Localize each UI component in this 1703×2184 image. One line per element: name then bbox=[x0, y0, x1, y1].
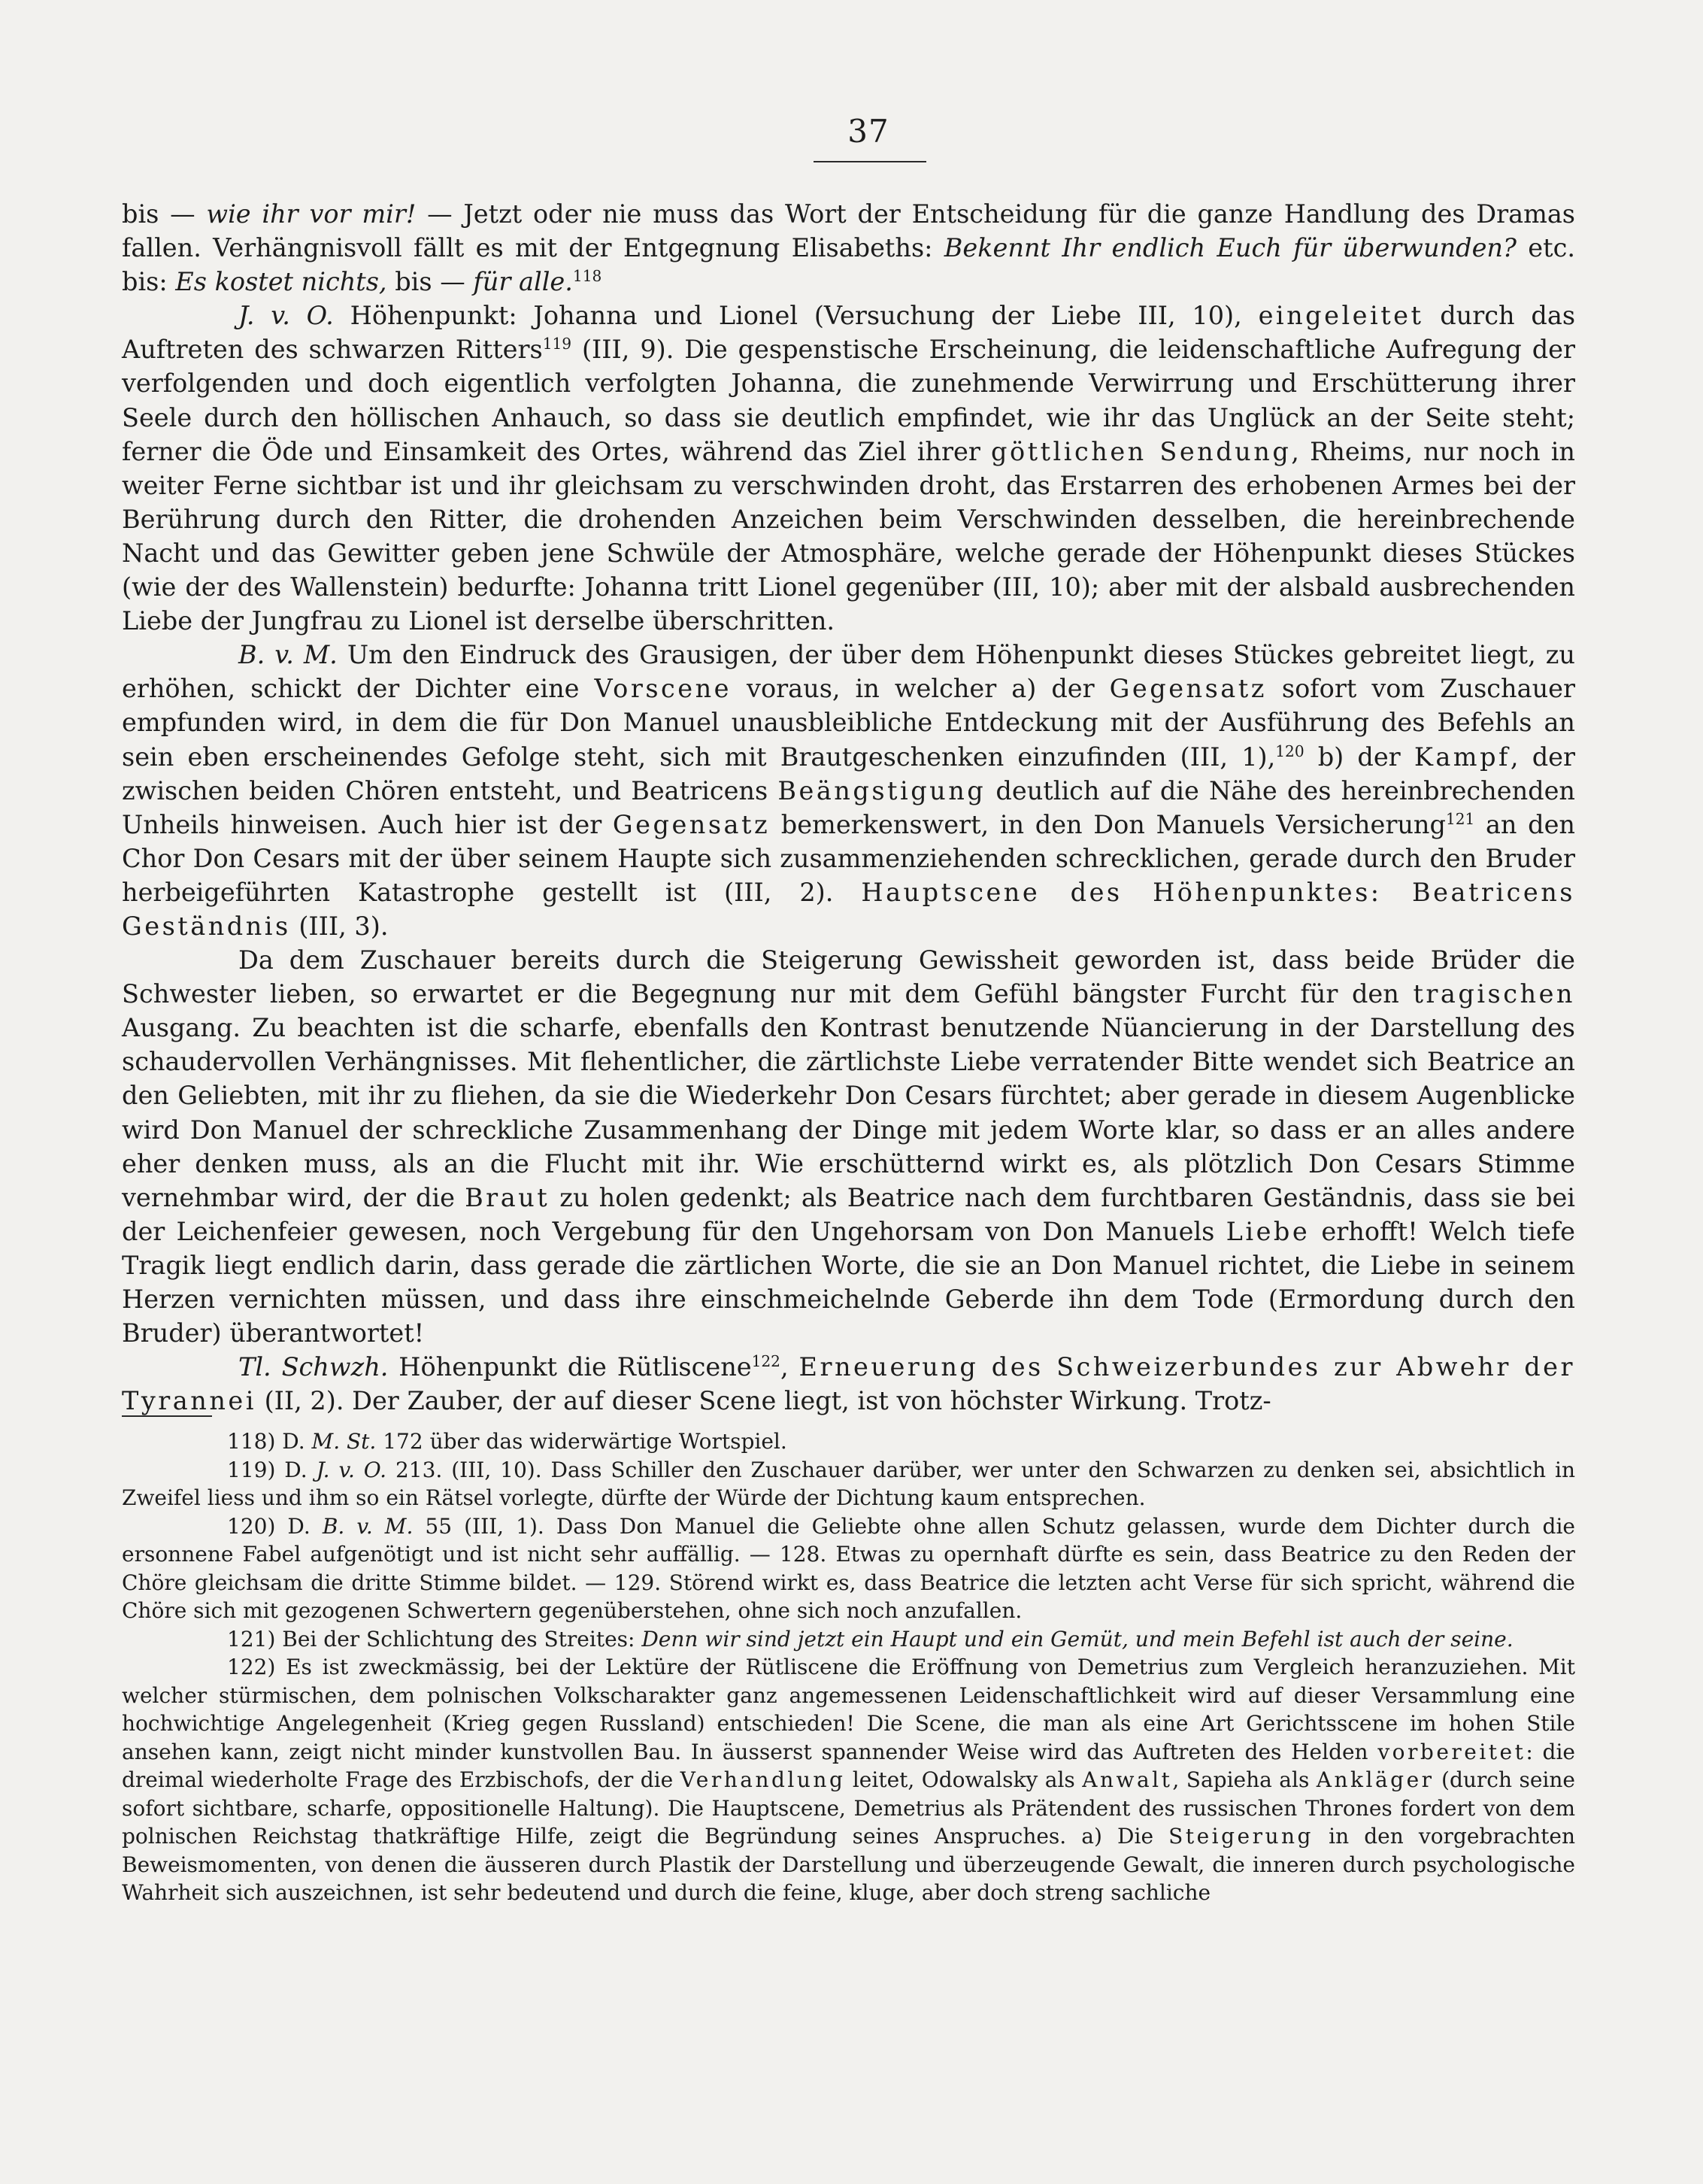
text-run: bis — bbox=[122, 199, 207, 229]
spaced-emphasis: Steigerung bbox=[1168, 1824, 1314, 1849]
paragraph-wilhelm-tell bbox=[122, 1350, 1575, 1418]
main-text bbox=[122, 197, 1575, 1418]
spaced-emphasis: Ankläger bbox=[1316, 1767, 1435, 1792]
text-run: Höhenpunkt: Johanna und Lionel (Versuchung der Liebe III, 10), bbox=[333, 301, 1259, 331]
text-run: — Jetzt oder nie muss das Wort der Entscheidung für die ganze Handlung des Dramas fallen. Verhängnisvoll fällt es mit der Entgegnung Elisabeths: bbox=[122, 199, 1576, 263]
footnotes bbox=[122, 1427, 1575, 1907]
spaced-emphasis: Liebe bbox=[1226, 1216, 1311, 1246]
text-run: (III, 3). bbox=[290, 911, 389, 941]
text-run: , bbox=[780, 1352, 799, 1382]
spaced-emphasis: vorbereitet bbox=[1377, 1739, 1526, 1764]
text-run: in den vorgebrachten Beweismomenten, von denen die äusseren durch Plastik der Darstellung und überzeugende Gewalt, die inneren durch psychologische Wahrheit sich auszeichnen, ist sehr bedeutend und durch die feine, kluge, aber doch streng sachliche bbox=[122, 1824, 1575, 1905]
text-run: Da dem Zuschauer bereits durch die Steigerung Gewissheit geworden ist, dass beide Brüder die Schwester lieben, so erwartet er die Begegnung nur mit dem Gefühl bängster Furcht für den bbox=[122, 945, 1575, 1009]
italic-run: J. v. O. bbox=[238, 301, 334, 331]
text-run: 121) Bei der Schlichtung des Streites: bbox=[227, 1626, 642, 1652]
text-run: voraus, in welcher a) der bbox=[732, 674, 1110, 704]
text-run: (durch seine sofort sichtbare, scharfe, oppositionelle Haltung). Die Hauptscene, Demetrius als Prätendent des russischen Thrones fordert von dem polnischen Reichstag thatkräftige Hilfe, zeigt die Begründung seines Anspruches. a) Die bbox=[122, 1767, 1575, 1849]
spaced-emphasis: eingeleitet bbox=[1258, 301, 1424, 331]
footnote-118 bbox=[122, 1427, 1575, 1456]
paragraph-jungfrau-von-orleans bbox=[122, 299, 1575, 638]
text-run: b) der bbox=[1304, 742, 1414, 772]
spaced-emphasis: göttlichen Sendung bbox=[991, 436, 1292, 466]
text-run: bis — bbox=[386, 267, 474, 297]
text-run: , Rheims, nur noch in weiter Ferne sichtbar ist und ihr gleichsam zu verschwinden droht, das Erstarren des erhobenen Armes bei der Berührung durch den Ritter, die drohenden Anzeichen beim Verschwinden desselben, die hereinbrechende Nacht und das Gewitter geben jene Schwüle der Atmosphäre, welche gerade der Höhenpunkt dieses Stückes (wie der des Wallenstein) bedurfte: Johanna tritt Lionel gegenüber (III, 10); aber mit der alsbald ausbrechenden Liebe der Jungfrau zu Lionel ist derselbe überschritten. bbox=[122, 436, 1575, 636]
text-run: an den Chor Don Cesars mit der über seinem Haupte sich zusammenziehenden schrecklichen, gerade durch den Bruder herbeigeführten Katastrophe gestellt ist (III, 2). bbox=[122, 809, 1575, 907]
paragraph-maria-stuart bbox=[122, 197, 1575, 299]
text-run: Höhenpunkt die Rütliscene bbox=[388, 1352, 752, 1382]
text-run: Ausgang. Zu beachten ist die scharfe, ebenfalls den Kontrast benutzende Nüancierung in der Darstellung des schaudervollen Verhängnisses. Mit flehentlicher, die zärtlichste Liebe verratender Bitte wendet sich Beatrice an den Geliebten, mit ihr zu fliehen, da sie die Wiederkehr Don Cesars fürchtet; aber gerade in diesem Augenblicke wird Don Manuel der schreckliche Zusammenhang der Dinge mit jedem Worte klar, so dass er an alles andere eher denken muss, als an die Flucht mit ihr. Wie erschütternd wirkt es, als plötzlich Don Cesars Stimme vernehmbar wird, der die bbox=[122, 1013, 1575, 1212]
spaced-emphasis: Gegensatz bbox=[1109, 674, 1267, 704]
text-run: durch das Auftreten des schwarzen Ritters bbox=[122, 301, 1576, 365]
text-run: deutlich auf die Nähe des hereinbrechenden Unheils hinweisen. Auch hier ist der bbox=[122, 775, 1575, 839]
text-run: Um den Eindruck des Grausigen, der über dem Höhenpunkt dieses Stückes gebreitet liegt, zu erhöhen, schickt der Dichter eine bbox=[122, 640, 1576, 704]
text-run: , Sapieha als bbox=[1172, 1767, 1317, 1792]
text-run: bemerkenswert, in den Don Manuels Versicherung bbox=[770, 809, 1446, 839]
spaced-emphasis: Vorscene bbox=[594, 674, 732, 704]
page-number: 37 bbox=[847, 113, 889, 150]
footnote-ref: 121 bbox=[1445, 809, 1475, 828]
footnote-ref: 122 bbox=[751, 1352, 780, 1371]
text-run: , der zwischen beiden Chören entsteht, und Beatricens bbox=[122, 742, 1575, 805]
text-run: 172 über das widerwärtige Wortspiel. bbox=[376, 1429, 787, 1454]
italic-run: für alle. bbox=[473, 267, 573, 297]
footnote-rule bbox=[122, 1415, 212, 1417]
italic-run: Bekennt Ihr endlich Euch für überwunden? bbox=[944, 233, 1517, 263]
spaced-emphasis: Braut bbox=[465, 1182, 550, 1212]
text-run: (III, 9). Die gespenstische Erscheinung, die leidenschaftliche Aufregung der verfolgenden und doch eigentlich verfolgten Johanna, die zunehmende Verwirrung und Erschütterung ihrer Seele durch den höllischen Anhauch, so dass sie deutlich empfindet, wie ihr das Unglück an der Seite steht; ferner die Öde und Einsamkeit des Ortes, während das Ziel ihrer bbox=[122, 335, 1575, 466]
footnote-ref: 120 bbox=[1275, 742, 1305, 760]
italic-run: Denn wir sind jetzt ein Haupt und ein Gemüt, und mein Befehl ist auch der seine. bbox=[641, 1626, 1514, 1652]
spaced-emphasis: tragischen bbox=[1413, 979, 1575, 1009]
text-run: 122) Es ist zweckmässig, bei der Lektüre der Rütliscene die Eröffnung von Demetrius zum Vergleich heranzuziehen. Mit welcher stürmischen, dem polnischen Volkscharakter ganz angemessenen Leidenschaftlichkeit wird auf dieser Versammlung eine hochwichtige Angelegenheit (Krieg gegen Russland) entschieden! Die Scene, die man als eine Art Gerichtsscene im hohen Stile ansehen kann, zeigt nicht minder kunstvollen Bau. In äusserst spannender Weise wird das Auftreten des Helden bbox=[122, 1655, 1575, 1764]
text-run: leitet, Odowalsky als bbox=[845, 1767, 1083, 1792]
footnote-121 bbox=[122, 1625, 1575, 1654]
spaced-emphasis: Kampf bbox=[1414, 742, 1511, 772]
paragraph-tragic-outcome bbox=[122, 943, 1575, 1350]
spaced-emphasis: Verhandlung bbox=[680, 1767, 846, 1792]
spaced-emphasis: Erneuerung des Schweizerbundes zur Abwehr der Tyrannei bbox=[122, 1352, 1575, 1416]
footnote-122 bbox=[122, 1653, 1575, 1907]
text-run: zu holen gedenkt; als Beatrice nach dem furchtbaren Geständnis, dass sie bei der Leichenfeier gewesen, noch Vergebung für den Ungehorsam von Don Manuels bbox=[122, 1182, 1576, 1246]
text-run: erhofft! Welch tiefe Tragik liegt endlich darin, dass gerade die zärtlichen Worte, die sie an Don Manuel richtet, die Liebe in seinem Herzen vernichten müssen, und dass ihre einschmeichelnde Geberde ihn dem Tode (Ermordung durch den Bruder) überantwortet! bbox=[122, 1216, 1575, 1348]
italic-run: B. v. M. bbox=[322, 1513, 414, 1539]
text-run: 119) D. bbox=[227, 1457, 317, 1482]
header-rule bbox=[814, 161, 926, 162]
text-run: 55 (III, 1). Dass Don Manuel die Geliebte ohne allen Schutz gelassen, wurde dem Dichter durch die ersonnene Fabel aufgenötigt und ist nicht sehr auffällig. — 128. Etwas zu opernhaft dürfte es sein, dass Beatrice zu den Reden der Chöre gleichsam die dritte Stimme bildet. — 129. Störend wirkt es, dass Beatrice die letzten acht Verse für sich spricht, während die Chöre sich mit gezogenen Schwertern gegenüberstehen, ohne sich noch anzufallen. bbox=[122, 1513, 1575, 1623]
spaced-emphasis: Anwalt bbox=[1082, 1767, 1173, 1792]
italic-run: M. St. bbox=[311, 1429, 377, 1454]
spaced-emphasis: Hauptscene des Höhenpunktes: Beatricens Geständnis bbox=[122, 877, 1575, 941]
italic-run: Tl. Schwzh. bbox=[238, 1352, 389, 1382]
footnote-ref: 118 bbox=[572, 267, 602, 286]
spaced-emphasis: Gegensatz bbox=[612, 809, 771, 839]
text-run: : die dreimal wiederholte Frage des Erzbischofs, der die bbox=[122, 1739, 1575, 1792]
text-run: (II, 2). Der Zauber, der auf dieser Scene liegt, ist von höchster Wirkung. Trotz- bbox=[256, 1386, 1271, 1416]
text-run: etc. bis: bbox=[122, 233, 1575, 297]
text-run: 213. (III, 10). Dass Schiller den Zuschauer darüber, wer unter den Schwarzen zu denken sei, absichtlich in Zweifel liess und ihm so ein Rätsel vorlegte, dürfte der Würde der Dichtung kaum entsprechen. bbox=[122, 1457, 1575, 1510]
text-run: 120) D. bbox=[227, 1513, 323, 1539]
text-run: 118) D. bbox=[227, 1429, 312, 1454]
paragraph-braut-von-messina bbox=[122, 638, 1575, 943]
footnote-120 bbox=[122, 1512, 1575, 1625]
italic-run: wie ihr vor mir! bbox=[206, 199, 417, 229]
spaced-emphasis: Beängstigung bbox=[777, 775, 986, 805]
footnote-119 bbox=[122, 1456, 1575, 1512]
text-run: sofort vom Zuschauer empfunden wird, in dem die für Don Manuel unausbleibliche Entdeckung mit der Ausführung des Befehls an sein eben erscheinendes Gefolge steht, sich mit Brautgeschenken einzufinden (III, 1), bbox=[122, 674, 1575, 772]
italic-run: B. v. M. bbox=[238, 640, 338, 670]
italic-run: Es kostet nichts, bbox=[175, 267, 387, 297]
footnote-ref: 119 bbox=[542, 335, 572, 353]
italic-run: J. v. O. bbox=[316, 1457, 387, 1482]
